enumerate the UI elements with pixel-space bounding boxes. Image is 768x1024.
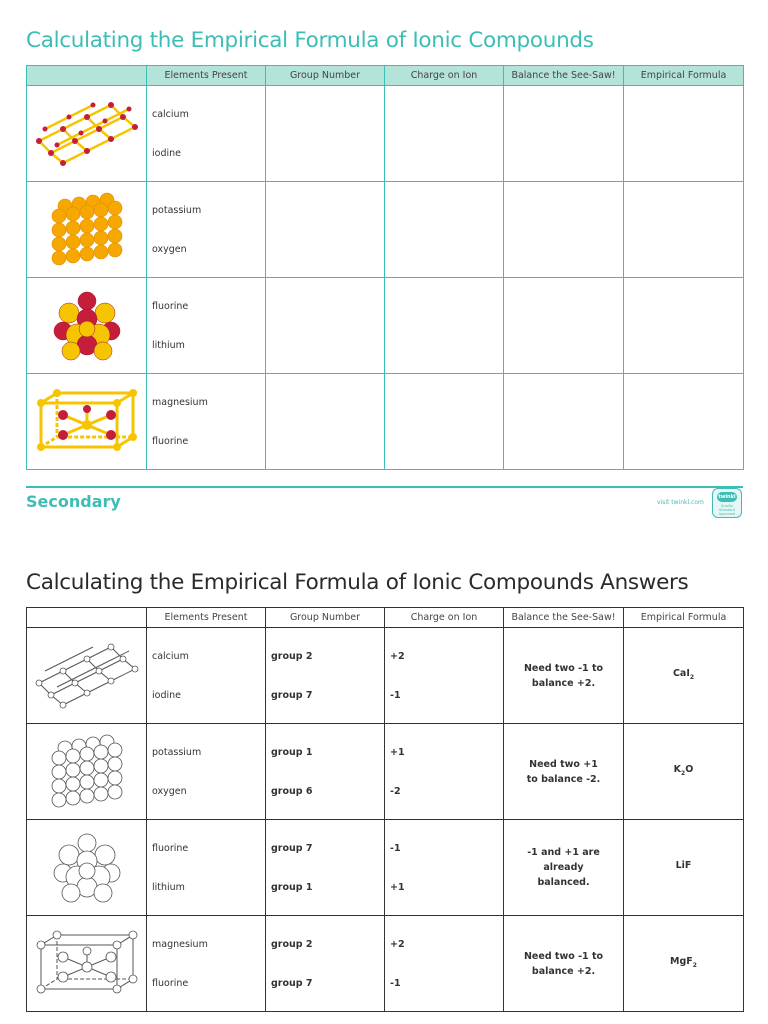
- table-row: [27, 916, 744, 1012]
- balance-text: Need two +1 to balance -2.: [526, 758, 601, 785]
- group-1: group 1: [271, 747, 313, 758]
- lattice-outline-cai2: [27, 628, 147, 724]
- answer-cell-formula[interactable]: [624, 86, 744, 182]
- charge-2: -2: [390, 786, 401, 797]
- answers-title: Calculating the Empirical Formula of Ionic Compounds Answers: [26, 570, 689, 595]
- table-row: [27, 374, 744, 470]
- charge-1: +1: [390, 747, 405, 758]
- charge-1: -1: [390, 843, 401, 854]
- header-image: [27, 608, 147, 628]
- answer-cell-formula[interactable]: [624, 374, 744, 470]
- table-row: [27, 86, 744, 182]
- header-charge: Charge on Ion: [385, 608, 504, 628]
- group-2: group 7: [271, 690, 313, 701]
- header-elements: Elements Present: [147, 66, 266, 86]
- element-2: fluorine: [152, 436, 189, 447]
- formula-subscript: 2: [681, 769, 686, 777]
- answer-cell-group[interactable]: [266, 182, 385, 278]
- group-1: group 2: [271, 939, 313, 950]
- twinkl-badge-icon: [712, 488, 742, 518]
- balance-explanation: [504, 916, 624, 1012]
- balance-text: -1 and +1 are already balanced.: [527, 847, 600, 888]
- empirical-formula: [624, 916, 744, 1012]
- answer-cell-charge[interactable]: [385, 86, 504, 182]
- lattice-image-cai2: [27, 86, 147, 182]
- element-1: fluorine: [152, 301, 189, 312]
- table-row: [27, 182, 744, 278]
- charge-1: +2: [390, 939, 405, 950]
- element-1: calcium: [152, 109, 189, 120]
- empirical-formula: [624, 820, 744, 916]
- header-balance: Balance the See-Saw!: [504, 66, 624, 86]
- charge-2: -1: [390, 690, 401, 701]
- formula-subscript: 2: [692, 961, 697, 969]
- formula-main: CaI: [672, 668, 690, 680]
- answer-cell-group[interactable]: [266, 86, 385, 182]
- table-row: [27, 278, 744, 374]
- element-2: fluorine: [152, 978, 189, 989]
- element-2: iodine: [152, 148, 181, 159]
- formula-main: MgF: [670, 956, 693, 968]
- empirical-formula: [624, 628, 744, 724]
- worksheet-table: [26, 65, 744, 470]
- table-row: [27, 628, 744, 724]
- element-2: oxygen: [152, 244, 187, 255]
- formula-main: LiF: [675, 860, 692, 872]
- group-2: group 7: [271, 978, 313, 989]
- charge-2: -1: [390, 978, 401, 989]
- group-1: group 7: [271, 843, 313, 854]
- answer-cell-formula[interactable]: [624, 182, 744, 278]
- empirical-formula: [624, 724, 744, 820]
- table-row: [27, 724, 744, 820]
- header-elements: Elements Present: [147, 608, 266, 628]
- charge-2: +1: [390, 882, 405, 893]
- balance-text: Need two -1 to balance +2.: [523, 950, 604, 977]
- element-1: magnesium: [152, 397, 208, 408]
- balance-explanation: [504, 820, 624, 916]
- answer-cell-balance[interactable]: [504, 374, 624, 470]
- lattice-image-mgf2: [27, 374, 147, 470]
- header-formula: Empirical Formula: [624, 66, 744, 86]
- answer-cell-balance[interactable]: [504, 182, 624, 278]
- header-image: [27, 66, 147, 86]
- answer-cell-formula[interactable]: [624, 278, 744, 374]
- visit-link[interactable]: visit twinkl.com: [657, 499, 704, 506]
- worksheet-title: Calculating the Empirical Formula of Ionic Compounds: [26, 28, 594, 53]
- formula-end: O: [685, 764, 694, 776]
- element-2: lithium: [152, 882, 185, 893]
- header-charge: Charge on Ion: [385, 66, 504, 86]
- group-1: group 2: [271, 651, 313, 662]
- balance-explanation: [504, 628, 624, 724]
- lattice-image-lif: [27, 278, 147, 374]
- balance-explanation: [504, 724, 624, 820]
- badge-label: twinkl: [718, 494, 736, 500]
- lattice-outline-mgf2: [27, 916, 147, 1012]
- element-1: calcium: [152, 651, 189, 662]
- answer-cell-group[interactable]: [266, 278, 385, 374]
- lattice-outline-lif: [27, 820, 147, 916]
- header-group: Group Number: [266, 66, 385, 86]
- answer-cell-charge[interactable]: [385, 278, 504, 374]
- answer-cell-group[interactable]: [266, 374, 385, 470]
- group-2: group 6: [271, 786, 313, 797]
- lattice-outline-k2o: [27, 724, 147, 820]
- element-2: iodine: [152, 690, 181, 701]
- element-2: lithium: [152, 340, 185, 351]
- formula-subscript: 2: [689, 673, 695, 681]
- header-row: [27, 66, 744, 86]
- brand-secondary: Secondary: [26, 492, 121, 511]
- balance-text: Need two -1 to balance +2.: [523, 662, 604, 689]
- badge-sublabel: Quality Standard Approved: [718, 504, 736, 516]
- formula-main: K: [673, 764, 682, 776]
- footer-divider: [26, 486, 743, 488]
- header-group: Group Number: [266, 608, 385, 628]
- charge-1: +2: [390, 651, 405, 662]
- answer-cell-balance[interactable]: [504, 86, 624, 182]
- group-2: group 1: [271, 882, 313, 893]
- element-1: potassium: [152, 747, 202, 758]
- header-balance: Balance the See-Saw!: [504, 608, 624, 628]
- element-1: potassium: [152, 205, 202, 216]
- lattice-image-k2o: [27, 182, 147, 278]
- answer-cell-charge[interactable]: [385, 374, 504, 470]
- element-1: fluorine: [152, 843, 189, 854]
- answer-cell-charge[interactable]: [385, 182, 504, 278]
- answer-cell-balance[interactable]: [504, 278, 624, 374]
- answers-table: [26, 607, 744, 1012]
- table-row: [27, 820, 744, 916]
- element-2: oxygen: [152, 786, 187, 797]
- element-1: magnesium: [152, 939, 208, 950]
- header-row: [27, 608, 744, 628]
- header-formula: Empirical Formula: [624, 608, 744, 628]
